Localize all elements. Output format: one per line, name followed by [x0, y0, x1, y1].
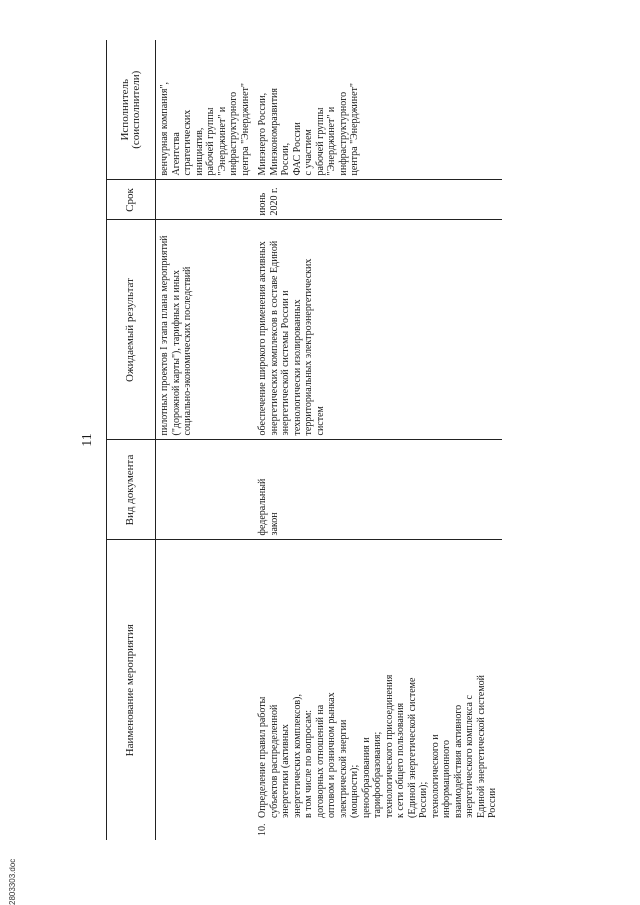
cell-executor [156, 40, 255, 180]
cell-result [156, 220, 255, 440]
text-line: взаимодействия активного [452, 704, 464, 818]
text-line: России, [280, 142, 291, 176]
text-line: Агентства [170, 132, 182, 176]
cell-executor [254, 40, 502, 180]
table-row [254, 40, 502, 840]
text-line: оптовом и розничном рынках [326, 692, 337, 818]
text-line: технологического и [429, 734, 441, 818]
text-line: Определение правил работы [257, 696, 268, 818]
text-line: к сети общего пользования [395, 702, 406, 818]
text-line: социально-экономических последствий [182, 266, 193, 436]
text-line: энергетики (активных [280, 724, 291, 818]
measures-table [106, 40, 502, 840]
text-line: венчурная компания", [159, 81, 170, 176]
row-number: 10. [257, 823, 268, 836]
cell-name [156, 540, 255, 840]
text-line: энергетических комплексов), [291, 694, 303, 818]
text-line: рабочей группы [205, 107, 216, 176]
cell-result [254, 220, 502, 440]
document-footer [8, 858, 20, 905]
text-line: систем [314, 406, 326, 436]
text-line: технологического присоединения [383, 674, 395, 818]
text-line: обеспечение широкого применения активных [257, 241, 268, 436]
text-line: в том числе по вопросам: [303, 709, 314, 818]
header-name: Наименование мероприятия [107, 540, 156, 840]
cell-doc-type [254, 440, 502, 540]
header-doc-type: Вид документа [107, 440, 156, 540]
text-line: закон [268, 512, 280, 536]
text-line: инициатив, [193, 127, 205, 176]
text-line: технологически изолированных [291, 299, 303, 436]
text-line: ФАС России [291, 122, 303, 176]
text-line: энергетических комплексов в составе Единой [268, 240, 280, 436]
text-line: "Энерджинет" и [216, 106, 228, 176]
text-line: стратегических [182, 109, 193, 176]
text-line: энергетической системы России и [280, 290, 291, 436]
header-result: Ожидаемый результат [107, 220, 156, 440]
text-line: информационного [441, 740, 452, 818]
text-line: инфраструктурного [337, 91, 349, 176]
text-line: ("дорожной карты"), тарифных и иных [170, 270, 182, 436]
text-line: центра "Энерджинет" [239, 82, 251, 176]
rotated-page [80, 40, 560, 840]
table-header [107, 40, 156, 840]
text-line: тарифообразования; [372, 731, 383, 818]
text-line: "Энерджинет" и [326, 106, 337, 176]
text-line: федеральный [257, 478, 268, 536]
page-number: 11 [80, 433, 95, 447]
cell-term [156, 180, 255, 220]
text-line: 2020 г. [268, 187, 280, 216]
text-line: (мощности); [349, 764, 360, 818]
text-line: ценообразования и [360, 737, 372, 818]
text-line: субъектов распределенной [268, 704, 280, 818]
text-line: России); [418, 781, 429, 818]
text-line: Минэкономразвития [268, 87, 280, 176]
text-line: территориальных электроэнергетических [303, 258, 314, 436]
cell-term [254, 180, 502, 220]
text-line: с участием [303, 129, 314, 176]
text-line: электрической энергии [337, 719, 349, 818]
text-line: рабочей группы [314, 107, 326, 176]
header-term: Срок [107, 180, 156, 220]
table-row [156, 40, 255, 840]
text-line: инфраструктурного [228, 91, 239, 176]
file-code: 2803303.doc [8, 858, 17, 905]
text-line: (Единой энергетической системе [406, 677, 418, 818]
text-line: июнь [257, 192, 268, 216]
text-line: центра "Энерджинет" [349, 82, 360, 176]
cell-name [254, 540, 502, 840]
header-executor: Исполнитель (соисполнители) [107, 40, 156, 180]
text-line: России [487, 787, 498, 818]
text-line: Минэнерго России, [257, 92, 268, 176]
text-line: Единой энергетической системой [475, 674, 487, 818]
text-line: пилотных проектов I этапа плана мероприятий [159, 235, 170, 436]
text-line: энергетического комплекса с [464, 695, 475, 818]
cell-doc-type [156, 440, 255, 540]
text-line: договорных отношений на [314, 704, 326, 818]
